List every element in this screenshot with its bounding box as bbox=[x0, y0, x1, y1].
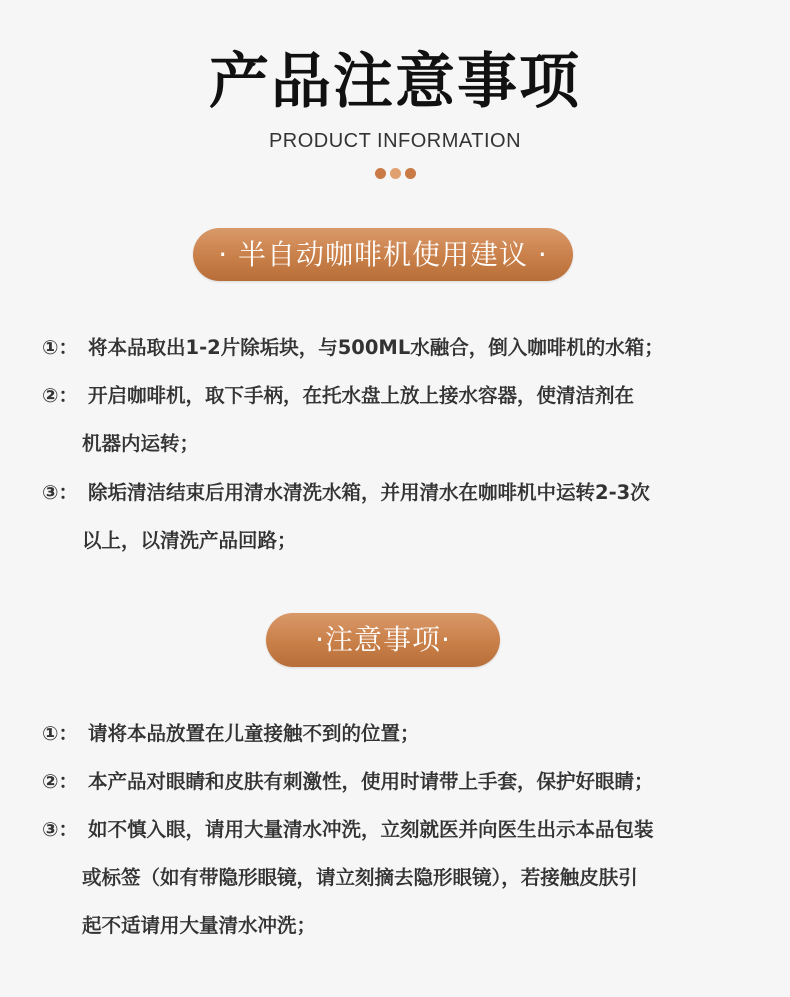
precaution-item-3-continued-1: 或标签（如有带隐形眼镜，请立刻摘去隐形眼镜），若接触皮肤引 bbox=[82, 866, 638, 889]
item-number: ①： bbox=[42, 336, 79, 359]
usage-item-1 bbox=[42, 332, 762, 360]
usage-item-3 bbox=[42, 477, 762, 505]
item-number: ②： bbox=[42, 770, 79, 793]
item-text: 如不慎入眼，请用大量清水冲洗，立刻就医并向医生出示本品包装 bbox=[88, 818, 654, 841]
item-number: ③： bbox=[42, 481, 79, 504]
decorative-dots bbox=[0, 168, 790, 179]
page-title: 产品注意事项 bbox=[209, 47, 581, 117]
precaution-item-3 bbox=[42, 814, 762, 842]
usage-item-2 bbox=[42, 380, 762, 408]
precaution-item-2 bbox=[42, 766, 762, 794]
item-text: 开启咖啡机，取下手柄，在托水盘上放上接水容器，使清洁剂在 bbox=[88, 384, 635, 407]
item-number: ①： bbox=[42, 722, 79, 745]
item-text: 请将本品放置在儿童接触不到的位置； bbox=[88, 722, 420, 745]
item-number: ③： bbox=[42, 818, 79, 841]
usage-item-3-continued: 以上，以清洗产品回路； bbox=[82, 529, 297, 552]
usage-item-2-continued: 机器内运转； bbox=[82, 432, 200, 455]
dot-1 bbox=[375, 168, 386, 179]
dot-2 bbox=[390, 168, 401, 179]
item-number: ②： bbox=[42, 384, 79, 407]
item-text: 本产品对眼睛和皮肤有刺激性，使用时请带上手套，保护好眼睛； bbox=[88, 770, 654, 793]
section-heading-usage: · 半自动咖啡机使用建议 · bbox=[193, 228, 573, 281]
item-text: 除垢清洁结束后用清水清洗水箱，并用清水在咖啡机中运转2-3次 bbox=[88, 481, 650, 504]
section-heading-precautions: ·注意事项· bbox=[266, 613, 500, 667]
precaution-item-1 bbox=[42, 718, 762, 746]
precaution-item-3-continued-2: 起不适请用大量清水冲洗； bbox=[82, 914, 317, 937]
dot-3 bbox=[405, 168, 416, 179]
page-subtitle: PRODUCT INFORMATION bbox=[268, 130, 522, 152]
item-text: 将本品取出1-2片除垢块，与500ML水融合，倒入咖啡机的水箱； bbox=[88, 336, 664, 359]
